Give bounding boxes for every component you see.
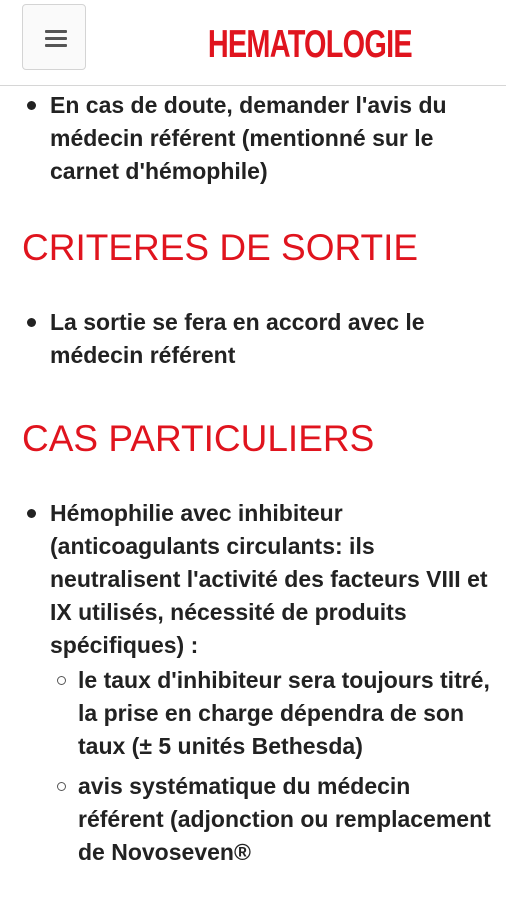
list-item (0, 306, 506, 372)
bullet-icon (27, 318, 36, 327)
intro-list (0, 89, 506, 188)
site-brand[interactable]: HEMATOLOGIE (207, 23, 412, 66)
hamburger-menu-icon (45, 30, 67, 33)
article-content (0, 86, 506, 869)
hamburger-menu-icon-bar (45, 44, 67, 47)
cas-particuliers-list (0, 497, 506, 869)
section-title-cas-particuliers: CAS PARTICULIERS (22, 418, 375, 459)
bullet-icon (27, 101, 36, 110)
top-bar (0, 0, 506, 86)
circle-bullet-icon (57, 676, 66, 685)
sub-list-item (0, 664, 506, 763)
list-item (0, 89, 506, 188)
hamburger-menu-icon-bar (45, 37, 67, 40)
sub-list-item-text: avis systématique du médecin référent (adjonction ou remplacement de Novoseven® (78, 773, 491, 865)
list-item (0, 497, 506, 662)
section-title-criteres-de-sortie: CRITERES DE SORTIE (22, 227, 419, 268)
list-item-text: En cas de doute, demander l'avis du médecin référent (mentionné sur le carnet d'hémophile) (50, 92, 447, 184)
circle-bullet-icon (57, 782, 66, 791)
sortie-list (0, 306, 506, 372)
bullet-icon (27, 509, 36, 518)
sub-list-item (0, 770, 506, 869)
list-item-text: Hémophilie avec inhibiteur (anticoagulants circulants: ils neutralisent l'activité des facteurs VIII et IX utilisés, nécessité de produits spécifiques) : (50, 500, 488, 658)
list-item-text: La sortie se fera en accord avec le médecin référent (50, 309, 425, 368)
sub-list-item-text: le taux d'inhibiteur sera toujours titré, la prise en charge dépendra de son taux (± 5 unités Bethesda) (78, 667, 490, 759)
menu-button[interactable] (22, 4, 86, 70)
